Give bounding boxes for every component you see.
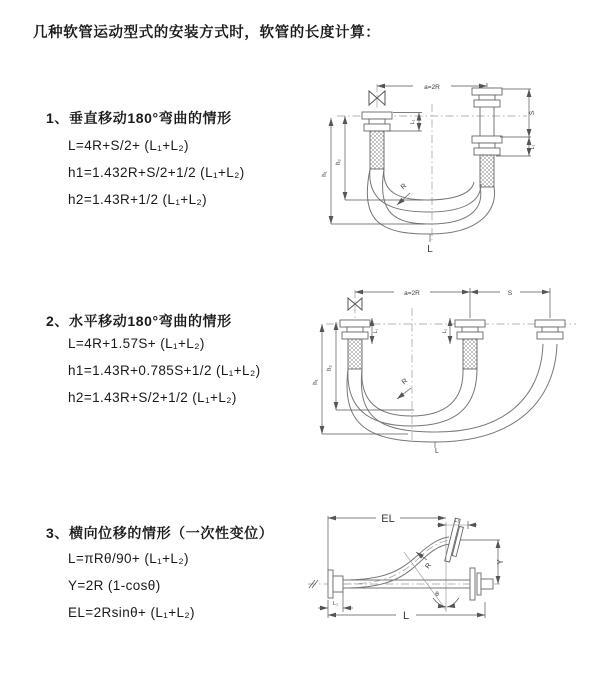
section-3-heading: 3、横向位移的情形（一次性变位） [46,525,274,541]
diagram-horizontal-180-bend [310,282,595,454]
hose-curve [362,369,463,416]
formula-h1: h1=1.432R+S/2+1/2 (L₁+L₂) [68,165,245,180]
braided-hose-section [370,131,384,169]
hose-curve [383,169,481,224]
radius-leader [397,193,410,205]
dim-label-l1-left: L₁ [333,601,338,607]
formula-Y: Y=2R (1-cosθ) [68,578,161,593]
dim-label-l1: L₁ [530,144,536,150]
flange-plate [340,320,370,327]
dim-label-l1-top: L₁ [454,518,460,524]
section-1-heading: 1、垂直移动180°弯曲的情形 [46,110,232,126]
hose-centerline [343,540,450,584]
extension-line [496,89,531,156]
diagram-lateral-displacement [300,500,600,650]
dim-label-el: EL [381,513,395,525]
flange-neck [347,327,363,332]
hose-curve [343,537,449,580]
dim-label-a2r: a=2R [424,84,440,91]
braided-hose-section [348,339,362,369]
flange-plate [342,332,368,339]
dim-label-l1: L₁ [373,328,379,334]
hose-curve [343,544,452,588]
dim-label-h2: h₂ [327,365,333,371]
dim-label-l1-left: L₁ [410,119,416,125]
flange-plate [470,568,475,600]
flange-plate [535,320,565,327]
flange-plate [474,148,500,155]
dim-label-s: S [529,110,536,116]
braided-hose-section [480,155,494,187]
flange-plate [364,124,390,131]
flange-neck [479,95,495,100]
dim-label-h2: h₂ [336,159,342,165]
flange-plate [455,320,485,327]
flange-neck [481,579,493,589]
hose-curve [384,169,474,200]
angle-arc [447,598,459,607]
dim-label-s: S [507,290,513,297]
flange-neck [479,143,495,148]
flange-plate [457,332,483,339]
dim-label-l: L [427,244,433,255]
pipe-segment [480,107,494,136]
flange-plate [474,100,500,107]
section-2-heading: 2、水平移动180°弯曲的情形 [46,313,232,329]
flange-plate [472,88,502,95]
flange-neck [462,327,478,332]
formula-h2: h2=1.43R+S/2+1/2 (L₁+L₂) [68,390,237,405]
flange-plate [362,112,392,119]
formula-h1: h1=1.43R+0.785S+1/2 (L₁+L₂) [68,363,261,378]
dim-label-h1: h₁ [322,171,328,177]
dim-label-theta: θ [435,591,439,598]
diagram-vertical-180-bend [315,76,595,256]
formula-h2: h2=1.43R+1/2 (L₁+L₂) [68,192,208,207]
flange-plate [328,570,333,598]
dim-label-r: R [399,182,409,192]
formula-L: L=4R+1.57S+ (L₁+L₂) [68,336,205,351]
flange-plate [472,136,502,143]
angle-arc [433,598,446,607]
radius-leader [397,388,411,399]
hose-curve [361,344,543,432]
dim-label-r: R [400,377,410,387]
formula-L: L=πRθ/90+ (L₁+L₂) [68,551,189,566]
formula-L: L=4R+S/2+ (L₁+L₂) [68,138,189,153]
dim-label-r: R [424,562,434,571]
flange-neck [333,576,343,592]
formula-EL: EL=2Rsinθ+ (L₁+L₂) [68,605,195,620]
radius-line [404,552,446,610]
braided-hose-section [463,339,477,369]
dim-label-l: L [402,610,410,622]
flange-plate [477,573,481,595]
dim-label-l: L [435,448,439,454]
dim-label-l1: L₁ [442,328,448,334]
page-title: 几种软管运动型式的安装方式时，软管的长度计算： [33,25,381,41]
dim-label-h1: h₁ [313,379,319,385]
dim-label-y: Y [496,559,505,565]
flange-plate [537,332,563,339]
dim-label-a2r: a=2R [404,290,420,297]
flange-neck [369,119,385,124]
hose-curve [347,344,557,442]
flange-neck [542,327,558,332]
